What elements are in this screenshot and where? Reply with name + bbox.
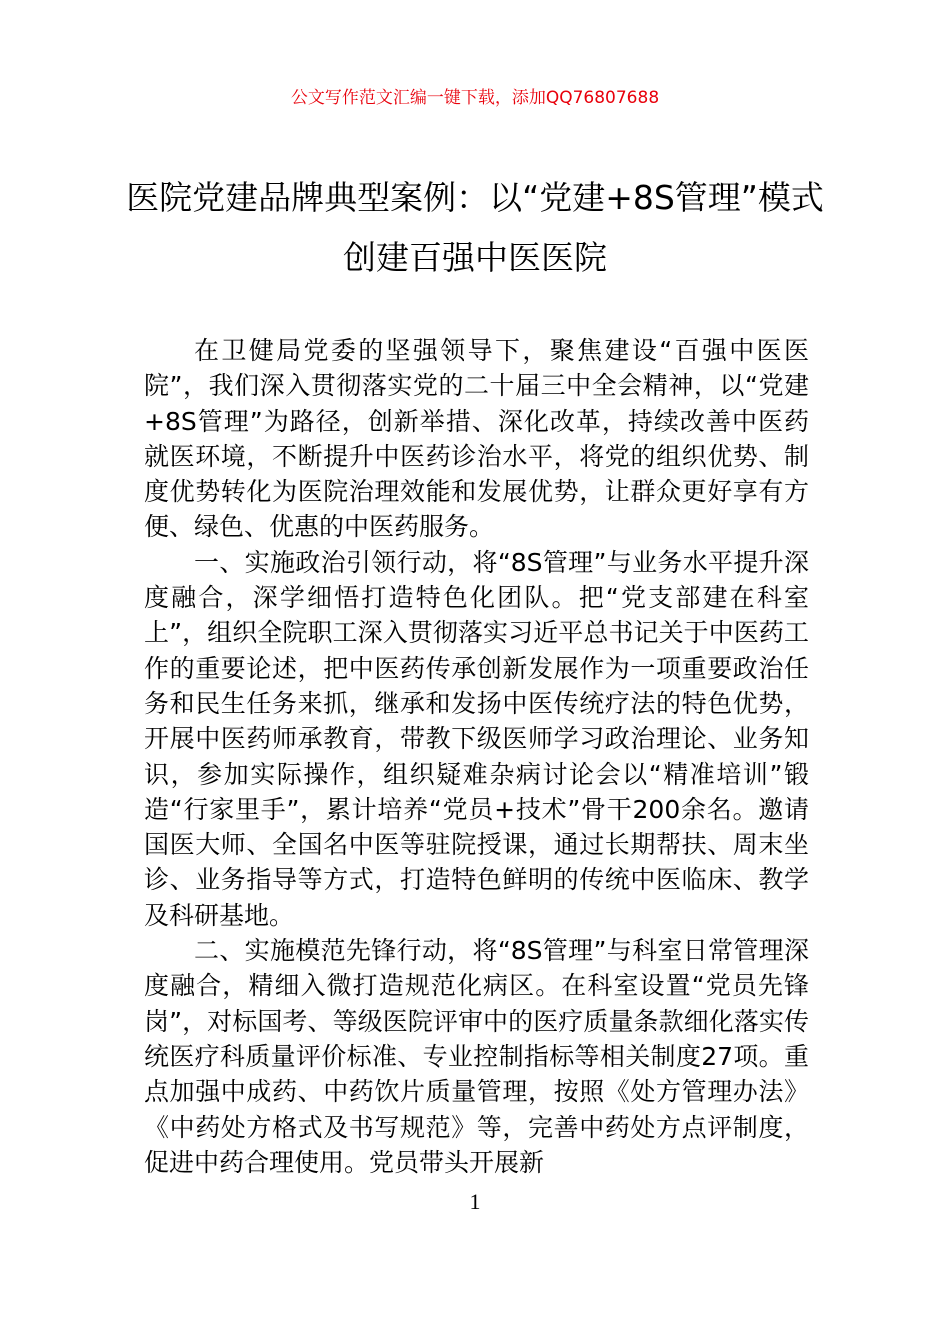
- section-two-paragraph: 二、实施模范先锋行动，将“8S管理”与科室日常管理深度融合，精细入微打造规范化病区。在科室设置“党员先锋岗”，对标国考、等级医院评审中的医疗质量条款细化落实传统医疗科质量评价标准、专业控制指标等相关制度27项。重点加强中成药、中药饮片质量管理，按照《处方管理办法》《中药处方格式及书写规范》等，完善中药处方点评制度，促进中药合理使用。党员带头开展新: [144, 936, 809, 1177]
- intro-paragraph: 在卫健局党委的坚强领导下，聚焦建设“百强中医医院”，我们深入贯彻落实党的二十届三中全会精神，以“党建+8S管理”为路径，创新举措、深化改革，持续改善中医药就医环境，不断提升中医药诊治水平，将党的组织优势、制度优势转化为医院治理效能和发展优势，让群众更好享有方便、绿色、优惠的中医药服务。: [144, 336, 809, 542]
- section-one-paragraph: 一、实施政治引领行动，将“8S管理”与业务水平提升深度融合，深学细悟打造特色化团队。把“党支部建在科室上”，组织全院职工深入贯彻落实习近平总书记关于中医药工作的重要论述，把中医药传承创新发展作为一项重要政治任务和民生任务来抓，继承和发扬中医传统疗法的特色优势，开展中医药师承教育，带教下级医师学习政治理论、业务知识，参加实际操作，组织疑难杂病讨论会以“精准培训”锻造“行家里手”，累计培养“党员+技术”骨干200余名。邀请国医大师、全国名中医等驻院授课，通过长期帮扶、周末坐诊、业务指导等方式，打造特色鲜明的传统中医临床、教学及科研基地。: [144, 547, 809, 930]
- page-number: 1: [469, 1189, 481, 1214]
- document-title: 医院党建品牌典型案例：以“党建+8S管理”模式创建百强中医医院: [126, 178, 824, 277]
- download-promo-note: 公文写作范文汇编一键下载，添加QQ76807688: [290, 88, 660, 108]
- document-body: [144, 333, 809, 1180]
